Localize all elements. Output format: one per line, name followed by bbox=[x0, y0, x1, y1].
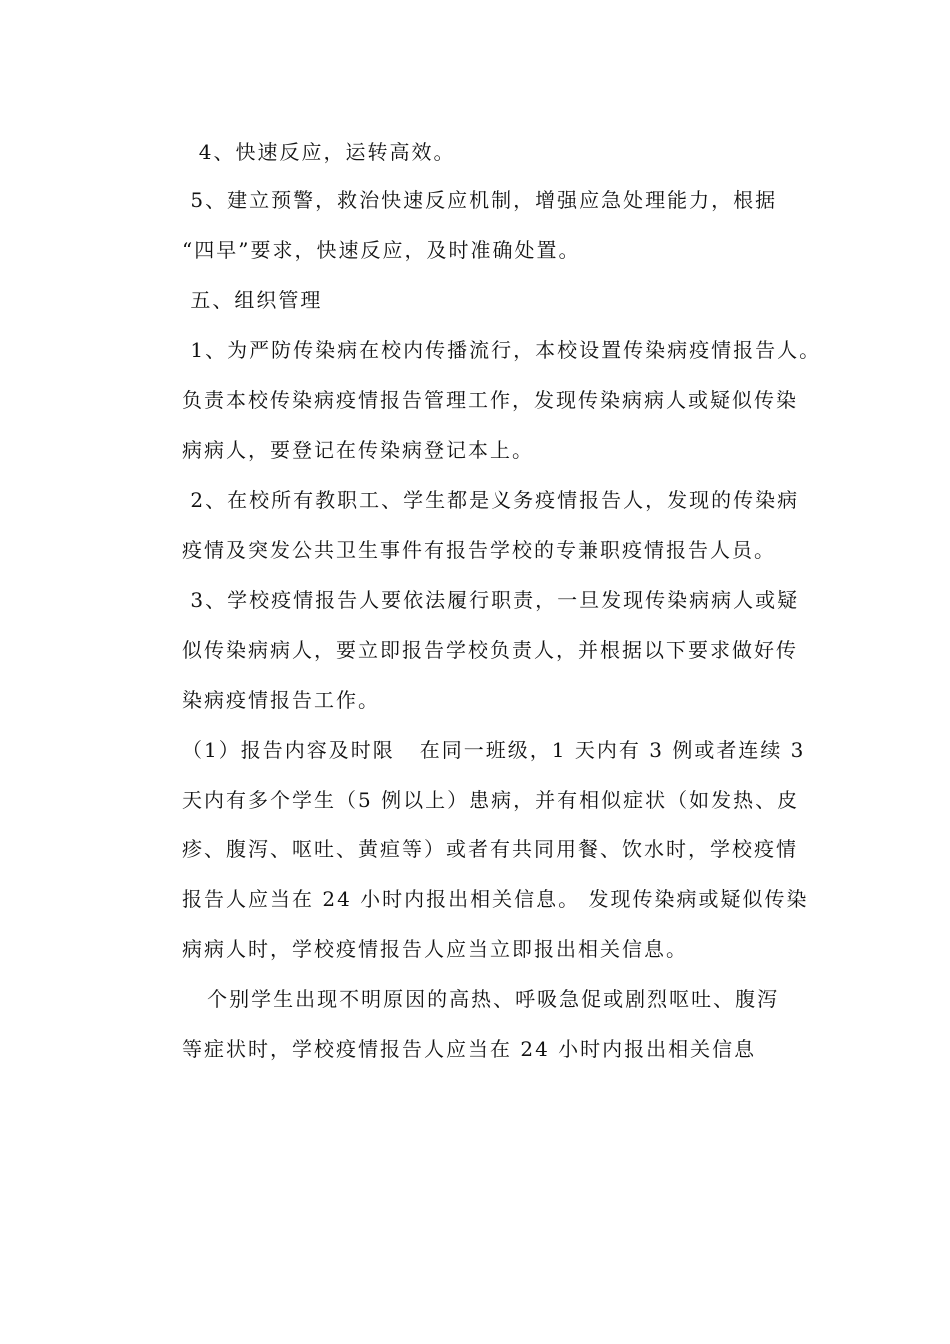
text-line: 染病疫情报告工作。 bbox=[182, 688, 380, 712]
text-line: 3、学校疫情报告人要依法履行职责，一旦发现传染病病人或疑 bbox=[182, 588, 800, 612]
text-line: “四早”要求，快速反应，及时准确处置。 bbox=[182, 238, 581, 262]
text-line: 等症状时，学校疫情报告人应当在 24 小时内报出相关信息 bbox=[182, 1037, 757, 1061]
section-heading: 五、组织管理 bbox=[182, 288, 323, 312]
text-line: 天内有多个学生（5 例以上）患病，并有相似症状（如发热、皮 bbox=[182, 788, 800, 812]
text-line: 2、在校所有教职工、学生都是义务疫情报告人，发现的传染病 bbox=[182, 488, 800, 512]
text-line: 报告人应当在 24 小时内报出相关信息。 发现传染病或疑似传染 bbox=[182, 887, 809, 911]
text-line: 疹、腹泻、呕吐、黄疸等）或者有共同用餐、饮水时，学校疫情 bbox=[182, 837, 798, 861]
text-line: 个别学生出现不明原因的高热、呼吸急促或剧烈呕吐、腹泻 bbox=[182, 987, 780, 1011]
text-line: 疫情及突发公共卫生事件有报告学校的专兼职疫情报告人员。 bbox=[182, 538, 776, 562]
text-line: 病病人，要登记在传染病登记本上。 bbox=[182, 438, 534, 462]
text-line: 病病人时，学校疫情报告人应当立即报出相关信息。 bbox=[182, 937, 688, 961]
text-line: 1、为严防传染病在校内传播流行，本校设置传染病疫情报告人。 bbox=[182, 338, 822, 362]
text-line: （1）报告内容及时限 在同一班级，1 天内有 3 例或者连续 3 bbox=[182, 738, 806, 762]
text-line: 似传染病病人，要立即报告学校负责人，并根据以下要求做好传 bbox=[182, 638, 798, 662]
text-line: 5、建立预警，救治快速反应机制，增强应急处理能力，根据 bbox=[182, 188, 778, 212]
text-line: 负责本校传染病疫情报告管理工作，发现传染病病人或疑似传染 bbox=[182, 388, 798, 412]
text-line: 4、快速反应，运转高效。 bbox=[182, 140, 456, 164]
